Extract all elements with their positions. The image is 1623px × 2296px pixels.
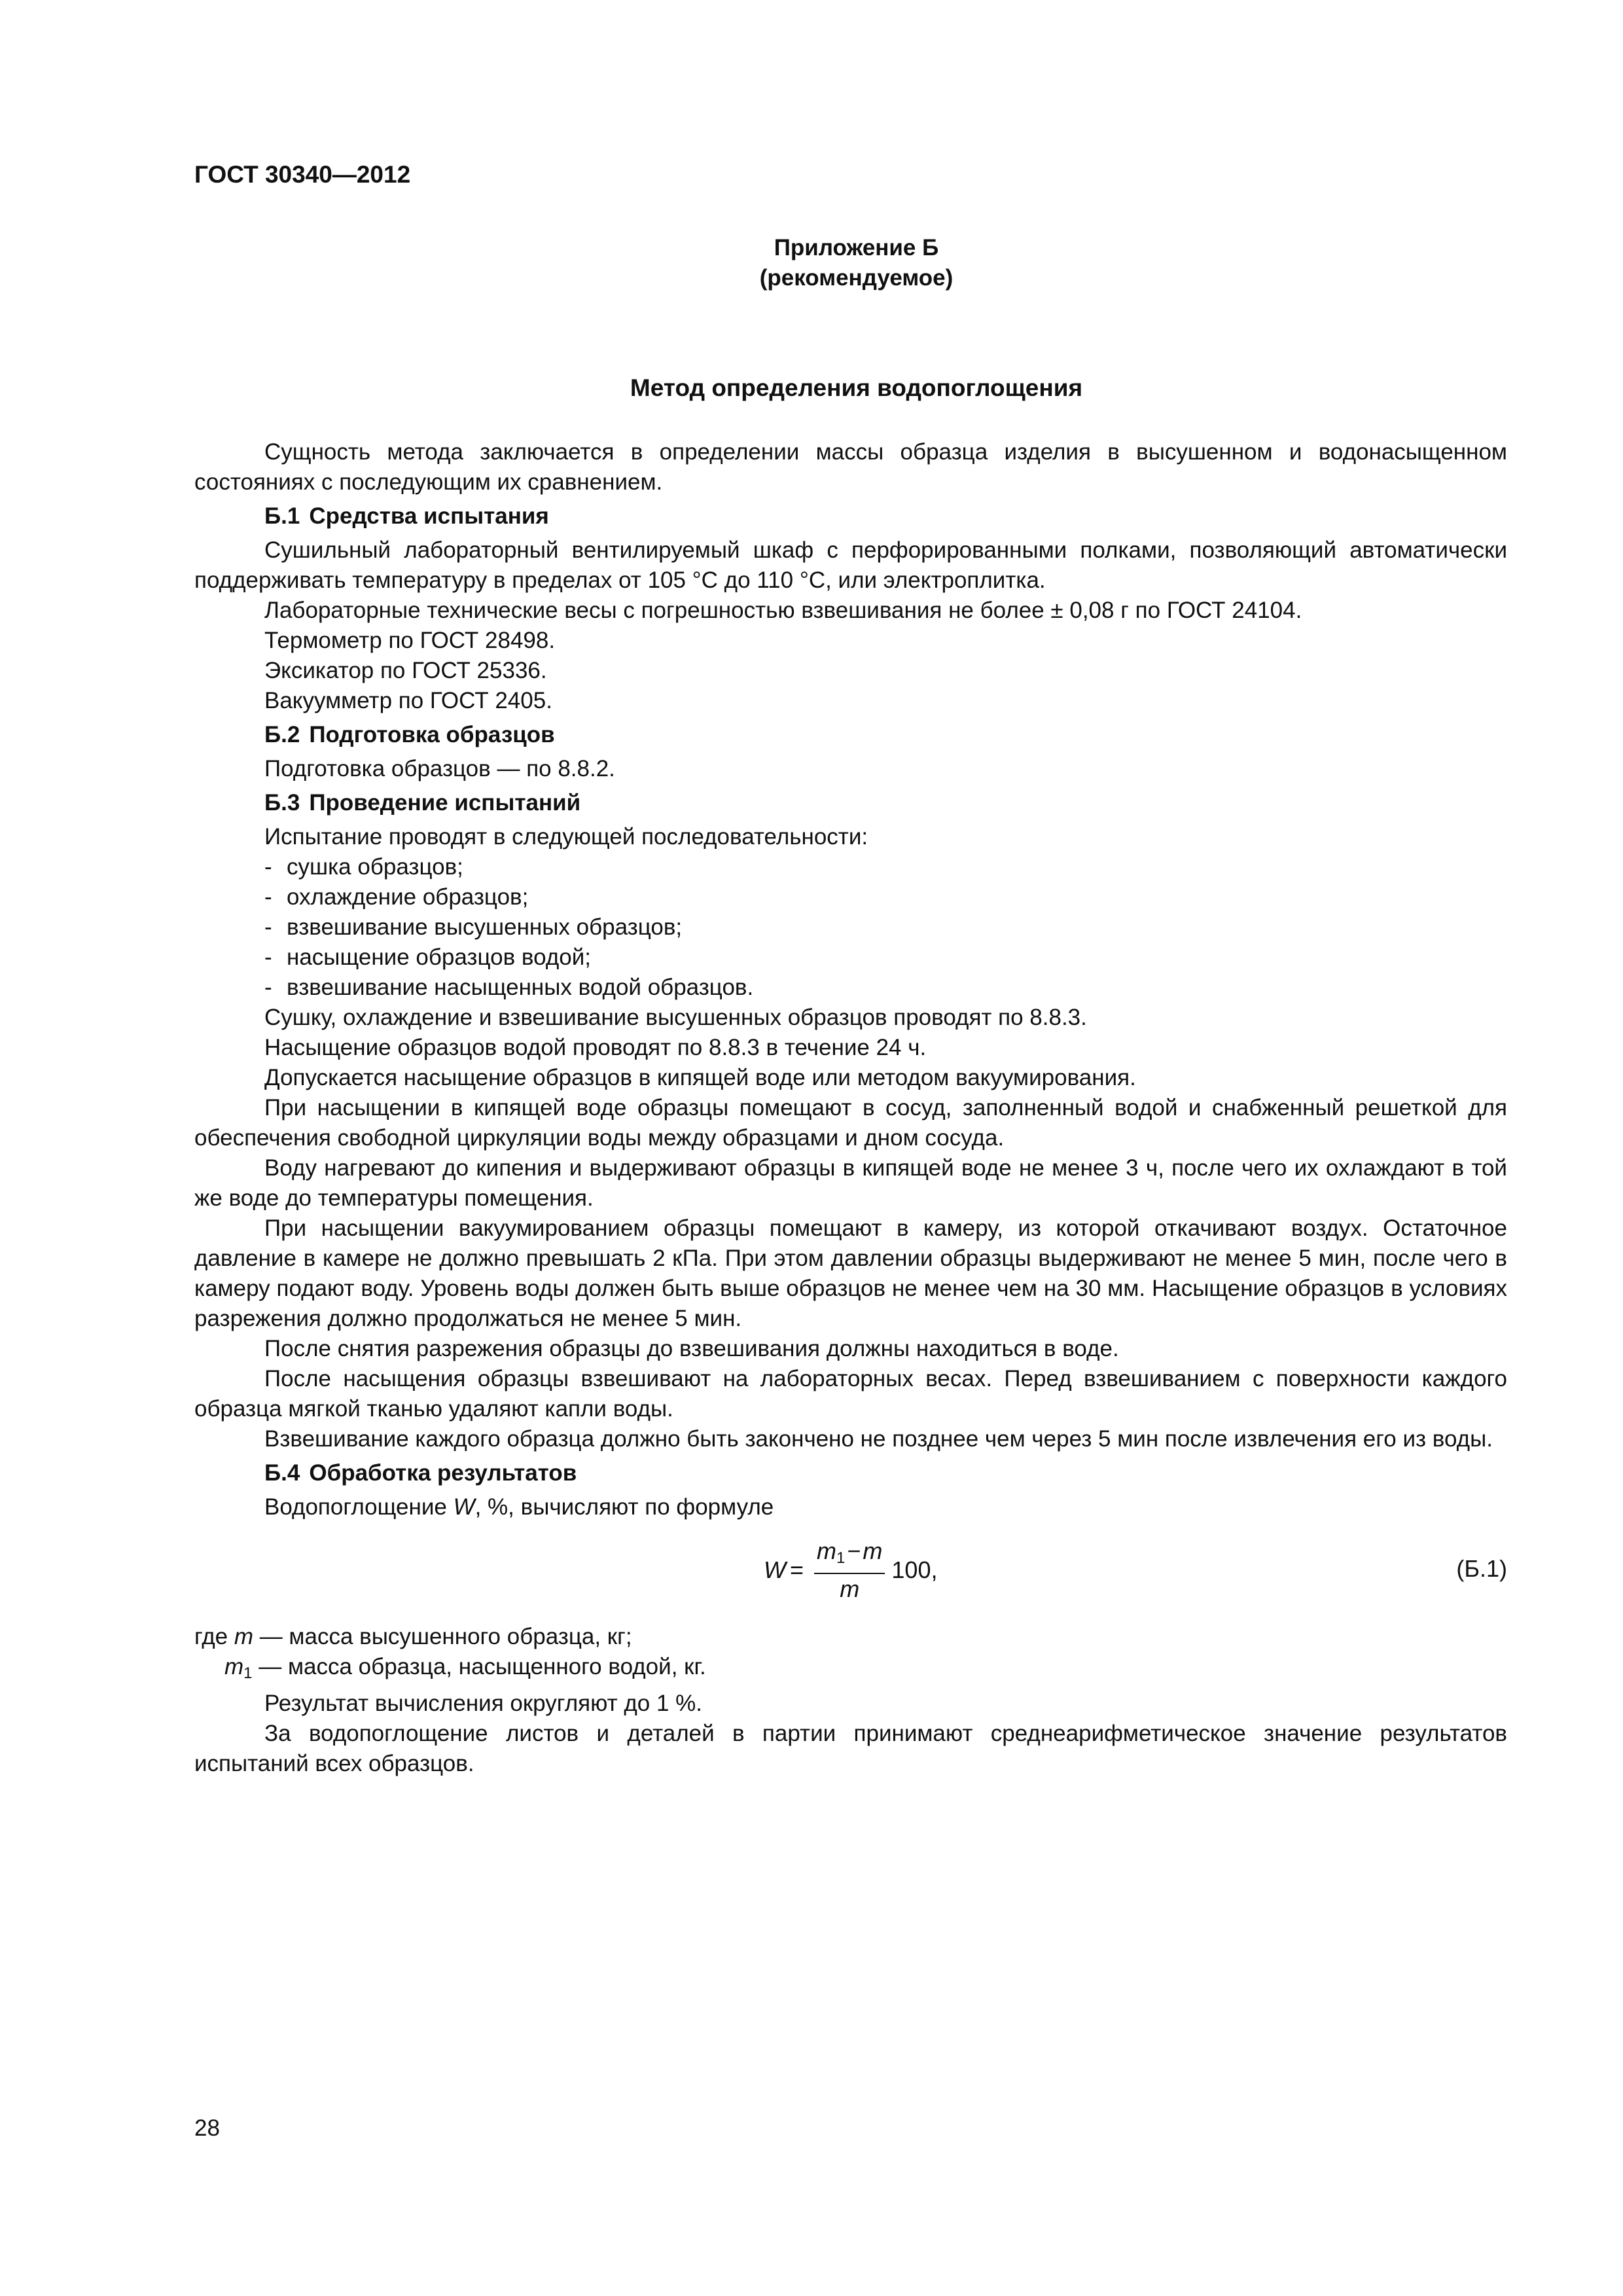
section-number: Б.2 — [264, 722, 300, 747]
legend-row: где m — масса высушенного образца, кг; — [194, 1624, 632, 1649]
procedure-list — [194, 852, 1507, 1003]
appendix-heading — [0, 233, 1623, 293]
paragraph: После снятия разрежения образцы до взвешивания должны находиться в воде. — [264, 1336, 1119, 1361]
list-item: - взвешивание насыщенных водой образцов. — [264, 975, 754, 1000]
paragraph: Сушку, охлаждение и взвешивание высушенных образцов проводят по 8.8.3. — [264, 1005, 1087, 1030]
paragraph: Термометр по ГОСТ 28498. — [264, 628, 556, 653]
paragraph: Взвешивание каждого образца должно быть закончено не позднее чем через 5 мин после извлечения его из воды. — [264, 1426, 1493, 1452]
formula-equals: = — [789, 1556, 804, 1583]
legend-row: $m_1$ — масса образца, насыщенного водой, кг. — [224, 1654, 706, 1682]
section-number: Б.4 — [264, 1460, 300, 1486]
document-body — [194, 437, 1507, 1779]
section-b3-heading — [194, 788, 1507, 818]
list-lead: Испытание проводят в следующей последовательности: — [264, 824, 868, 850]
formula-number: (Б.1) — [1456, 1555, 1507, 1582]
section-heading-text: Проведение испытаний — [309, 790, 581, 816]
section-heading-text: Средства испытания — [309, 503, 549, 529]
section-title: Метод определения водопоглощения — [630, 374, 1083, 401]
section-heading-text: Обработка результатов — [309, 1460, 577, 1486]
list-item: - охлаждение образцов; — [264, 884, 529, 910]
list-item: - насыщение образцов водой; — [264, 944, 591, 970]
formula-factor: 100, — [891, 1556, 938, 1583]
paragraph: Воду нагревают до кипения и выдерживают образцы в кипящей воде не менее 3 ч, после чего их охлаждают в той же воде до температуры помещения. — [194, 1155, 1507, 1211]
formula-lhs: W — [764, 1556, 786, 1583]
section-number: Б.1 — [264, 503, 300, 529]
section-b4-heading — [194, 1458, 1507, 1488]
formula — [764, 1534, 937, 1606]
formula-numerator: $m_1-m$ — [814, 1537, 885, 1574]
page-number: 28 — [194, 2115, 220, 2141]
paragraph: Допускается насыщение образцов в кипящей воде или методом вакуумирования. — [264, 1065, 1136, 1090]
formula-legend — [194, 1622, 1507, 1689]
formula-block — [194, 1532, 1507, 1610]
formula-lead: Водопоглощение W, %, вычисляют по формуле — [264, 1494, 774, 1520]
appendix-status: (рекомендуемое) — [759, 265, 954, 291]
paragraph: Подготовка образцов — по 8.8.2. — [264, 756, 615, 781]
paragraph: После насыщения образцы взвешивают на лабораторных весах. Перед взвешиванием с поверхности каждого образца мягкой тканью удаляют капли воды. — [194, 1366, 1507, 1422]
paragraph: Насыщение образцов водой проводят по 8.8.3 в течение 24 ч. — [264, 1035, 927, 1060]
formula-denominator: m — [840, 1575, 860, 1602]
paragraph: Вакуумметр по ГОСТ 2405. — [264, 688, 552, 713]
paragraph: Лабораторные технические весы с погрешностью взвешивания не более ± 0,08 г по ГОСТ 24104. — [264, 598, 1302, 623]
paragraph: При насыщении в кипящей воде образцы помещают в сосуд, заполненный водой и снабженный решеткой для обеспечения свободной циркуляции воды между образцами и дном сосуда. — [194, 1095, 1507, 1151]
paragraph: Сушильный лабораторный вентилируемый шкаф с перфорированными полками, позволяющий автоматически поддерживать температуру в пределах от 105 °С до 110 °С, или электроплитка. — [194, 537, 1507, 593]
intro-paragraph: Сущность метода заключается в определении массы образца изделия в высушенном и водонасыщенном состояниях с последующим их сравнением. — [194, 439, 1507, 495]
paragraph: Эксикатор по ГОСТ 25336. — [264, 658, 547, 683]
list-item: - сушка образцов; — [264, 854, 463, 880]
standard-header: ГОСТ 30340—2012 — [194, 161, 411, 188]
paragraph: При насыщении вакуумированием образцы помещают в камеру, из которой откачивают воздух. Остаточное давление в камере не должно превышать 2 кПа. При этом давлении образцы выдерживают не менее 5 мин, после чего в камеру подают воду. Уровень воды должен быть выше образцов не менее чем на 30 мм. Насыщение образцов в условиях разрежения должно продолжаться не менее 5 мин. — [194, 1215, 1507, 1331]
list-item: - взвешивание высушенных образцов; — [264, 914, 683, 940]
formula-fraction — [814, 1537, 885, 1604]
section-number: Б.3 — [264, 790, 300, 816]
appendix-title: Приложение Б — [774, 235, 939, 260]
section-heading-text: Подготовка образцов — [309, 722, 555, 747]
section-b1-heading — [194, 501, 1507, 531]
section-b2-heading — [194, 720, 1507, 750]
paragraph: Результат вычисления округляют до 1 %. — [264, 1691, 702, 1716]
paragraph: За водопоглощение листов и деталей в партии принимают среднеарифметическое значение результатов испытаний всех образцов. — [194, 1721, 1507, 1776]
